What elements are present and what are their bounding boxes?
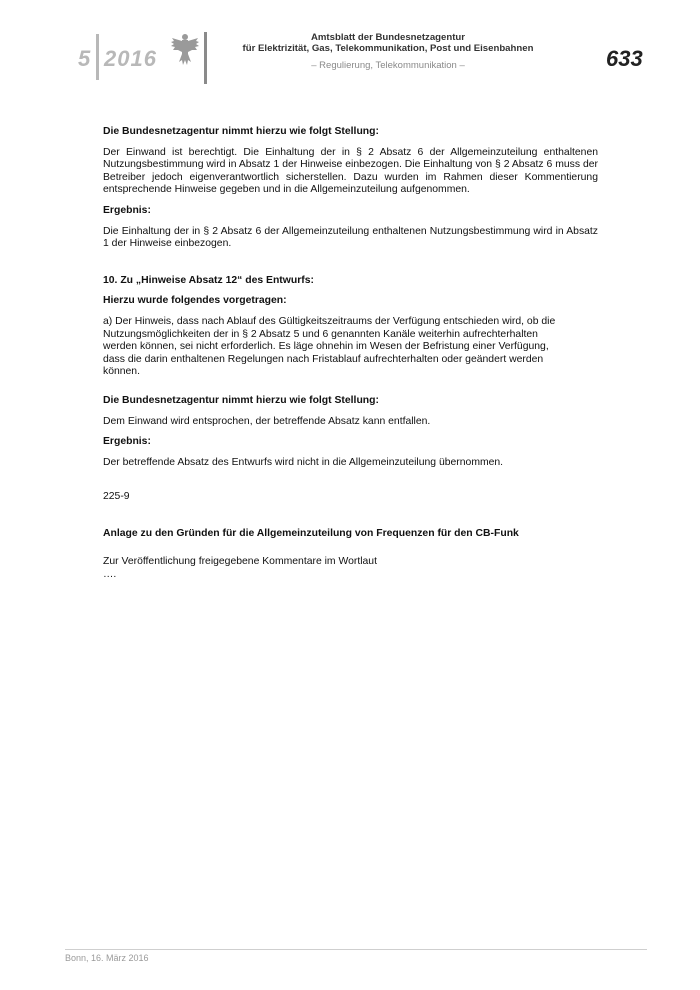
item10-heading: 10. Zu „Hinweise Absatz 12“ des Entwurfs: — [103, 274, 314, 286]
item10-text-line: Nutzungsmöglichkeiten der in § 2 Absatz 5 und 6 genannten Kanäle weiterhin aufrechterhalten — [103, 328, 538, 340]
footer-divider — [65, 949, 647, 950]
page-header — [0, 0, 700, 90]
result1-text: Die Einhaltung der in § 2 Absatz 6 der Allgemeinzuteilung enthaltenen Nutzungsbestimmung wird in Absatz 1 der Hinweise einbezogen. — [103, 225, 598, 250]
result2-heading: Ergebnis: — [103, 436, 151, 448]
result1-heading: Ergebnis: — [103, 204, 151, 216]
issue-divider — [96, 34, 99, 80]
federal-eagle-icon — [170, 32, 200, 66]
item10-text-line: a) Der Hinweis, dass nach Ablauf des Gültigkeitszeitraums der Verfügung entschieden wird, ob die — [103, 315, 556, 327]
item10-text-line: werden können, sei nicht erforderlich. Es läge ohnehin im Wesen der Befristung einer Verfügung, — [103, 341, 549, 353]
issue-year: 2016 — [104, 46, 157, 71]
publication-title-line1: Amtsblatt der Bundesnetzagentur — [310, 32, 466, 43]
item10-subheading: Hierzu wurde folgendes vorgetragen: — [103, 295, 287, 307]
reference-number: 225-9 — [103, 491, 130, 503]
page-number: 633 — [606, 46, 643, 71]
section2-text: Dem Einwand wird entsprochen, der betreffende Absatz kann entfallen. — [103, 415, 431, 427]
ellipsis: …. — [103, 569, 117, 581]
publication-subtitle: – Regulierung, Telekommunikation – — [311, 60, 465, 71]
item10-text-line: können. — [103, 366, 140, 378]
item10-text-line: dass die darin enthaltenen Regelungen nach Fristablauf aufrechterhalten oder geändert werden — [103, 353, 544, 365]
section1-text: Der Einwand ist berechtigt. Die Einhaltung der in § 2 Absatz 6 der Allgemeinzuteilung enthaltenen Nutzungsbestimmung wird in Absatz 1 der Hinweise einbezogen. Die Einhaltung von § 2 Absatz 6 muss der Betreiber jedoch eigenverantwortlich sicherstellen. Dazu wurden im Rahmen dieser Kommentierung entsprechende Hinweise gegeben und in die Allgemeinzuteilung aufgenommen. — [103, 146, 598, 196]
footer-place-date: Bonn, 16. März 2016 — [65, 953, 149, 963]
publication-title — [216, 32, 560, 54]
item10-text — [103, 316, 598, 379]
result2-text: Der betreffende Absatz des Entwurfs wird nicht in die Allgemeinzuteilung übernommen. — [103, 456, 504, 468]
section2-heading: Die Bundesnetzagentur nimmt hierzu wie folgt Stellung: — [103, 394, 379, 406]
document-body — [103, 126, 598, 582]
publication-title-line2: für Elektrizität, Gas, Telekommunikation, Post und Eisenbahnen — [242, 43, 534, 54]
issue-number: 5 — [78, 46, 92, 71]
section1-heading: Die Bundesnetzagentur nimmt hierzu wie folgt Stellung: — [103, 126, 379, 137]
logo-divider — [204, 32, 207, 84]
annex-heading: Anlage zu den Gründen für die Allgemeinzuteilung von Frequenzen für den CB-Funk — [103, 527, 519, 539]
annex-text: Zur Veröffentlichung freigegebene Kommentare im Wortlaut — [103, 556, 377, 568]
